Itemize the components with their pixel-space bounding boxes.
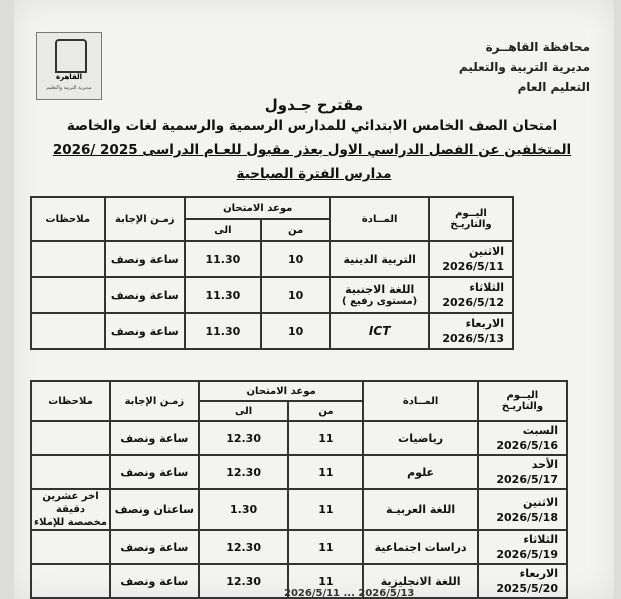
row-subject: دراسات اجتماعية [363,530,477,564]
table-row [31,313,513,349]
row-from: 10 [261,241,331,277]
col-subject: المــادة [363,381,477,421]
department-label: التعليم العام [517,80,590,94]
row-day: السبت [522,424,558,437]
schedule-table-2 [30,380,568,599]
logo-subcaption: مديرية التربية والتعليم [46,85,92,91]
row-day: الثلاثاء [469,281,504,294]
col-day-date [478,381,567,421]
row-subject: رياضيات [363,421,477,455]
row-duration: ساعة ونصف [110,455,199,489]
row-subject-level: (مستوى رفيع ) [342,296,418,307]
col-subject: المــادة [330,197,428,241]
table-row [31,241,513,277]
header-date: والتاريـخ [501,401,544,412]
col-duration: زمـن الإجابة [110,381,199,421]
row-to: 12.30 [199,530,289,564]
row-to: 1.30 [199,489,289,530]
row-duration: ساعة ونصف [110,421,199,455]
row-day: الاربعاء [519,567,558,580]
col-to: الى [199,401,289,421]
row-date: 2026/5/16 [496,439,558,452]
row-subject: اللغة الانجليزية [363,564,477,598]
row-duration: ساعة ونصف [110,530,199,564]
document-page [14,0,614,599]
row-notes [31,277,105,313]
col-from: من [261,219,331,241]
row-subject: علوم [363,455,477,489]
row-to: 11.30 [185,313,261,349]
row-date: 2026/5/12 [442,296,504,309]
footer-fragment: 2026/5/13 ... 2026/5/11 [284,588,415,599]
row-from: 11 [288,530,363,564]
row-day: الاثنين [523,495,558,509]
col-day-date [429,197,513,241]
row-day: الاربعاء [465,317,504,330]
col-exam-time: موعد الامتحان [185,197,330,219]
row-subject: التربية الدينية [330,241,428,277]
row-notes-2: مخصصة للإملاء [34,517,107,528]
col-exam-time: موعد الامتحان [199,381,364,401]
row-date: 2026/5/17 [496,473,558,486]
header-date: والتاريـخ [450,219,492,230]
row-from: 10 [261,277,331,313]
row-notes [31,313,105,349]
row-date: 2026/5/13 [442,332,504,345]
col-from: من [288,401,363,421]
col-notes: ملاحظات [31,381,110,421]
row-from: 10 [261,313,331,349]
header-day: اليــوم [506,390,539,401]
row-from: 11 [288,489,363,530]
row-duration: ساعتان ونصف [110,489,199,530]
row-duration: ساعة ونصف [105,313,185,349]
logo-caption: القاهرة [55,73,83,81]
col-notes: ملاحظات [31,197,105,241]
row-date: 2026/5/18 [496,510,558,524]
table-row [31,530,567,564]
row-notes [31,241,105,277]
row-duration: ساعة ونصف [105,277,185,313]
row-subject: اللغة العربيـة [363,489,477,530]
row-to: 12.30 [199,455,289,489]
title-shift: مدارس الفترة الصباحية [236,166,392,182]
row-subject: اللغة الاجنبية [345,283,415,296]
row-from: 11 [288,455,363,489]
title-sub: المتخلفين عن الفصل الدراسي الاول بعذر مقبول للعـام الدراسى 2025 /2026 [52,142,572,158]
row-day: الثلاثاء [523,533,558,546]
row-to: 11.30 [185,241,261,277]
header-day: اليــوم [455,208,487,219]
row-day: الأحد [531,458,558,471]
row-to: 12.30 [199,564,289,598]
row-to: 11.30 [185,277,261,313]
governorate-label: محافظة القاهــرة [485,40,590,54]
row-date: 2026/5/11 [442,260,504,273]
table-row [31,277,513,313]
table-row [31,421,567,455]
row-from: 11 [288,421,363,455]
schedule-table-1 [30,196,514,350]
row-duration: ساعة ونصف [110,564,199,598]
directorate-label: مديرية التربية والتعليم [458,60,590,74]
row-to: 12.30 [199,421,289,455]
row-notes: اخر عشرين دقيقة [42,491,99,515]
row-from: 11 [288,564,363,598]
cairo-logo [36,32,102,100]
row-date: 2025/5/20 [496,582,558,595]
table-row [31,455,567,489]
row-date: 2026/5/19 [496,548,558,561]
title-main: امتحان الصف الخامس الابتدائي للمدارس الرسمية والرسمية لغات والخاصة [66,118,558,134]
table-row [31,489,567,530]
row-subject: ICT [330,313,428,349]
col-duration: زمـن الإجابة [105,197,185,241]
row-day: الاثنين [469,245,504,258]
row-duration: ساعة ونصف [105,241,185,277]
emblem-icon [55,39,87,73]
title-proposal: مقترح جـدول [264,96,364,114]
col-to: الى [185,219,261,241]
